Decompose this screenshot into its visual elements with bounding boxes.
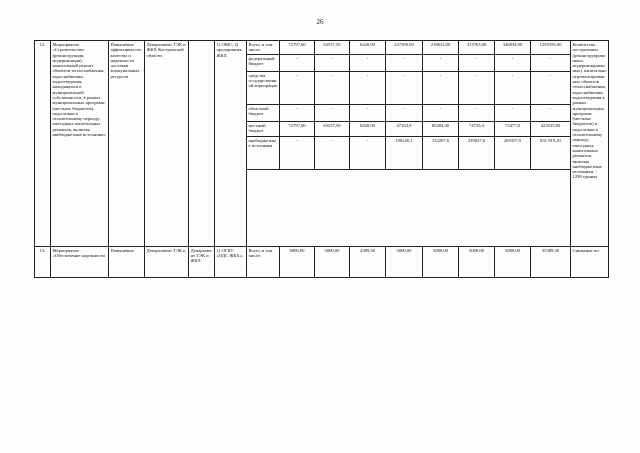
table-row: [35, 41, 609, 55]
funding-value: 35389,30: [531, 246, 571, 277]
funding-value: -: [423, 71, 459, 104]
table-row: [35, 246, 609, 277]
funding-value: 63537,50: [315, 121, 350, 136]
funding-value: -: [459, 71, 495, 104]
funding-source: федеральный бюджет: [247, 54, 280, 71]
funding-value: 1259355,00: [531, 41, 571, 55]
funding-source: внебюджетные источники: [247, 136, 280, 169]
funding-value: -: [495, 54, 531, 71]
funding-value: 63537,50: [315, 41, 350, 55]
executor-cell: Департамент ТЭК и ЖКХ: [189, 246, 215, 277]
funding-value: -: [386, 104, 423, 121]
funding-value: 423535,80: [531, 121, 571, 136]
table-body: [35, 41, 609, 278]
goal-cell: Повышение: [109, 246, 145, 277]
funding-value: 313763,00: [459, 41, 495, 55]
funding-value: -: [531, 71, 571, 104]
activity-cell: Мероприятие «Обеспечение надежности: [51, 246, 109, 277]
executor-cell: [189, 41, 215, 247]
funding-value: 5000,00: [459, 246, 495, 277]
funding-value: 4389,30: [350, 246, 386, 277]
funding-value: -: [423, 104, 459, 121]
funding-value: -: [280, 136, 315, 169]
funding-value: 218612,00: [423, 41, 459, 55]
funding-value: -: [459, 104, 495, 121]
funding-value: -: [350, 104, 386, 121]
funding-value: 5000,00: [495, 246, 531, 277]
funding-value: 5000,00: [423, 246, 459, 277]
funding-source: Всего, в том числе:: [247, 246, 280, 277]
funding-value: 74735,4: [459, 121, 495, 136]
participants-cell: 1) ОМС; 2) предприятия ЖКХ: [215, 41, 247, 247]
funding-value: 239027,6: [459, 136, 495, 169]
result-cell: Количество построенных (реконструированных, модернизированных), капитально отремонтированных объектов теплоснабжения, водоснабжения, водоотведения в рамках муниципальных программ (местных бюджетов) и подготовки к отопительному периоду, ежегодных капитальных ремонтов, включая внебюджетные источники, - 1298 единиц: [571, 41, 609, 247]
funding-value: -: [386, 54, 423, 71]
responsible-cell: Департамент ТЭК и ЖКХ Костромской области: [145, 41, 189, 247]
funding-value: 85404,40: [423, 121, 459, 136]
funding-value: 72797,60: [280, 41, 315, 55]
funding-value: -: [386, 71, 423, 104]
goal-cell: Повышение эффективности, качества и надежности поставки коммунальных ресурсов: [109, 41, 145, 247]
funding-value: 5000,00: [386, 246, 423, 277]
funding-value: 269357,9: [495, 136, 531, 169]
funding-value: 5000,00: [315, 246, 350, 277]
funding-value: -: [531, 104, 571, 121]
row-number: 13.: [35, 246, 51, 277]
funding-value: 831 819,20: [531, 136, 571, 169]
funding-value: -: [280, 104, 315, 121]
spacer-cell: [247, 169, 571, 246]
funding-value: -: [495, 104, 531, 121]
activity-cell: Мероприятие «Строительство (реконструкция, модернизация), капитальный ремонт объектов теплоснабжения, водоснабжения, водоотведения, находящихся в муниципальной собственности, в рамках муниципальных программ (местных бюджетов), подготовки к отопительному периоду, ежегодных капитальных ремонтов, включая внебюджетные источники»: [51, 41, 109, 247]
funding-value: -: [495, 71, 531, 104]
result-cell: Снижение по-: [571, 246, 609, 277]
funding-value: -: [315, 136, 350, 169]
funding-value: -: [350, 136, 386, 169]
funding-value: 47163,9: [386, 121, 423, 136]
responsible-cell: Департамент ТЭК и: [145, 246, 189, 277]
funding-value: -: [350, 54, 386, 71]
funding-value: 6420,00: [350, 121, 386, 136]
funding-value: 6000,00: [280, 246, 315, 277]
funding-value: 72797,60: [280, 121, 315, 136]
funding-value: 73477,0: [495, 121, 531, 136]
participants-cell: 1) ОГКУ «ОДС ЖКХ»;: [215, 246, 247, 277]
funding-source: средства государственной корпорации: [247, 71, 280, 104]
funding-value: 133207,6: [423, 136, 459, 169]
funding-value: -: [280, 54, 315, 71]
funding-value: 190226,1: [386, 136, 423, 169]
program-activities-table: [34, 40, 609, 278]
funding-value: 237390,00: [386, 41, 423, 55]
funding-value: -: [315, 104, 350, 121]
funding-value: -: [350, 71, 386, 104]
funding-value: -: [531, 54, 571, 71]
funding-source: местный бюджет: [247, 121, 280, 136]
funding-value: -: [423, 54, 459, 71]
funding-source: Всего, в том числе:: [247, 41, 280, 55]
funding-value: 6420,00: [350, 41, 386, 55]
funding-value: -: [459, 54, 495, 71]
row-number: 12.: [35, 41, 51, 247]
funding-value: -: [315, 71, 350, 104]
funding-value: -: [315, 54, 350, 71]
funding-source: областной бюджет: [247, 104, 280, 121]
funding-value: -: [280, 71, 315, 104]
funding-value: 346834,90: [495, 41, 531, 55]
page-number: 26: [316, 18, 324, 26]
